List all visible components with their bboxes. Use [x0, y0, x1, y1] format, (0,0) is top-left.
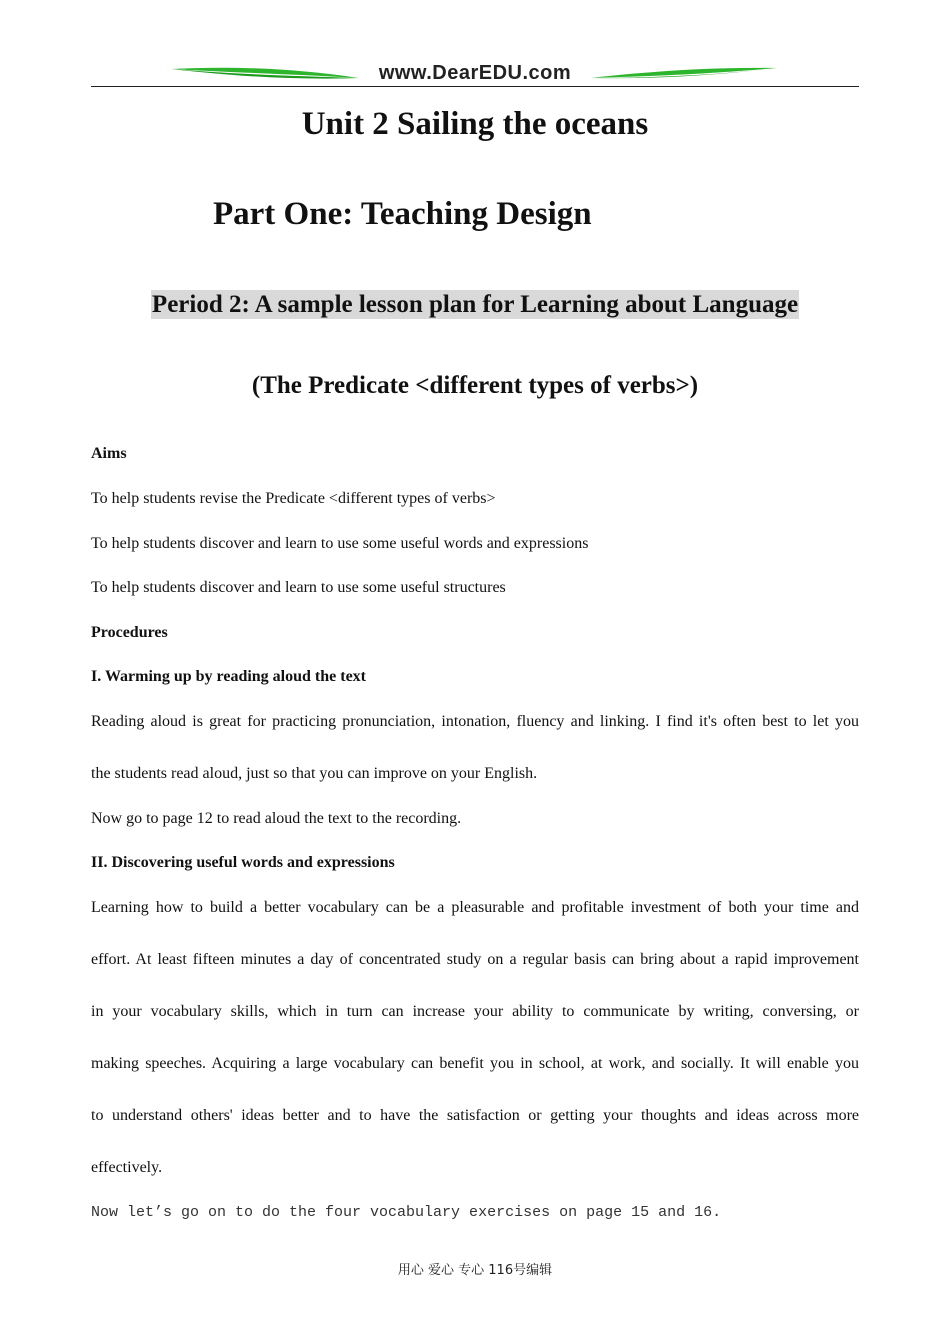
- aims-heading: Aims: [91, 445, 127, 462]
- paragraph-line: making speeches. Acquiring a large vocabulary can benefit you in school, at work, and socially. It will enable you: [91, 1055, 859, 1072]
- site-logo-text[interactable]: www.DearEDU.com: [378, 62, 572, 84]
- part-title: Part One: Teaching Design: [213, 196, 592, 232]
- instruction-read-aloud: Now go to page 12 to read aloud the text to the recording.: [91, 810, 462, 827]
- paragraph-line: Learning how to build a better vocabulary can be a pleasurable and profitable investment of both your time and: [91, 899, 859, 916]
- paragraph-line: effectively.: [91, 1159, 163, 1176]
- aim-item: To help students discover and learn to use some useful words and expressions: [91, 535, 589, 552]
- page-header: [91, 60, 859, 90]
- aim-item: To help students discover and learn to use some useful structures: [91, 579, 506, 596]
- aim-item: To help students revise the Predicate <different types of verbs>: [91, 490, 496, 507]
- paragraph-line: Reading aloud is great for practicing pronunciation, intonation, fluency and linking. I find it's often best to let you: [91, 713, 859, 730]
- section-heading-warming-up: I. Warming up by reading aloud the text: [91, 668, 367, 685]
- period-title-text: Period 2: A sample lesson plan for Learning about Language: [151, 291, 799, 318]
- paragraph-line: in your vocabulary skills, which in turn can increase your ability to communicate by writing, conversing, or: [91, 1003, 859, 1020]
- unit-title: Unit 2 Sailing the oceans: [301, 106, 649, 142]
- header-rule: [91, 86, 859, 87]
- page-footer: 用心 爱心 专心 116号编辑: [397, 1263, 553, 1278]
- procedures-heading: Procedures: [91, 624, 168, 641]
- instruction-vocabulary-exercises: Now let’s go on to do the four vocabulary exercises on page 15 and 16.: [91, 1204, 722, 1221]
- section-heading-vocabulary: II. Discovering useful words and expressions: [91, 854, 395, 871]
- paragraph-line: the students read aloud, just so that you can improve on your English.: [91, 765, 538, 782]
- paragraph-line: to understand others' ideas better and to have the satisfaction or getting your thoughts and ideas across more: [91, 1107, 859, 1124]
- period-title: [0, 291, 950, 319]
- paragraph-line: effort. At least fifteen minutes a day of concentrated study on a regular basis can bring about a rapid improvement: [91, 951, 859, 968]
- topic-subtitle: (The Predicate <different types of verbs>): [251, 372, 699, 399]
